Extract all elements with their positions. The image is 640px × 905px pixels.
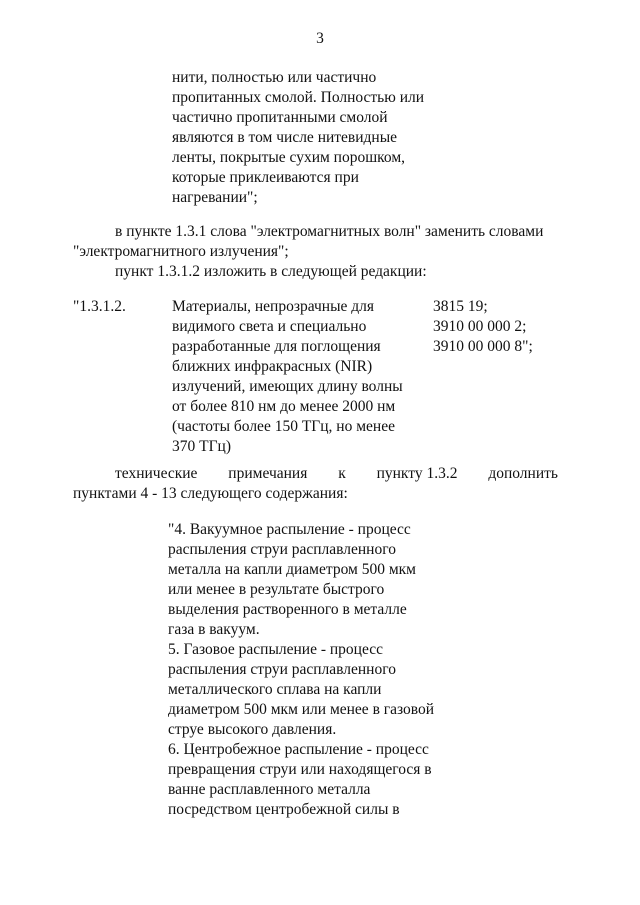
quote-line: пропитанных смолой. Полностью или bbox=[172, 89, 425, 106]
quote-line: 6. Центробежное распыление - процесс bbox=[168, 741, 429, 758]
entry-description-line: ближних инфракрасных (NIR) bbox=[172, 358, 373, 375]
entry-number: "1.3.1.2. bbox=[73, 298, 126, 315]
quote-line: нагревании"; bbox=[172, 189, 258, 206]
paragraph-3-line-2: пунктами 4 - 13 следующего содержания: bbox=[73, 485, 348, 502]
entry-code: 3910 00 000 2; bbox=[433, 318, 527, 335]
entry-description-line: разработанные для поглощения bbox=[172, 338, 381, 355]
quote-line: являются в том числе нитевидные bbox=[172, 129, 398, 146]
paragraph-1-line-2: "электромагнитного излучения"; bbox=[73, 243, 289, 260]
paragraph-3-word: к bbox=[338, 465, 346, 482]
quote-line: металла на капли диаметром 500 мкм bbox=[168, 561, 416, 578]
paragraph-3-line-1 bbox=[115, 464, 558, 483]
quote-line: диаметром 500 мкм или менее в газовой bbox=[168, 701, 435, 718]
entry-code: 3815 19; bbox=[433, 298, 488, 315]
entry-description-line: излучений, имеющих длину волны bbox=[172, 378, 403, 395]
quote-line: металлического сплава на капли bbox=[168, 681, 382, 698]
entry-description-line: Материалы, непрозрачные для bbox=[172, 298, 374, 315]
paragraph-3-word: примечания bbox=[228, 465, 308, 482]
entry-description-line: 370 ТГц) bbox=[172, 438, 232, 455]
quote-line: газа в вакуум. bbox=[168, 621, 260, 638]
quote-line: распыления струи расплавленного bbox=[168, 541, 396, 558]
paragraph-3-word: технические bbox=[115, 465, 198, 482]
quote-line: выделения растворенного в металле bbox=[168, 601, 407, 618]
entry-description-line: (частоты более 150 ТГц, но менее bbox=[172, 418, 395, 435]
quote-line: частично пропитанными смолой bbox=[172, 109, 388, 126]
quote-line: 5. Газовое распыление - процесс bbox=[168, 641, 383, 658]
quote-line: струе высокого давления. bbox=[168, 721, 337, 738]
paragraph-2: пункт 1.3.1.2 изложить в следующей редакции: bbox=[115, 263, 427, 280]
paragraph-1-line-1: в пункте 1.3.1 слова "электромагнитных волн" заменить словами bbox=[115, 223, 544, 240]
quote-line: или менее в результате быстрого bbox=[168, 581, 385, 598]
paragraph-3-word: дополнить bbox=[488, 465, 558, 482]
entry-code: 3910 00 000 8"; bbox=[433, 338, 533, 355]
entry-description-line: от более 810 нм до менее 2000 нм bbox=[172, 398, 396, 415]
quote-line: превращения струи или находящегося в bbox=[168, 761, 432, 778]
quote-line: распыления струи расплавленного bbox=[168, 661, 396, 678]
quote-line: которые приклеиваются при bbox=[172, 169, 359, 186]
quote-line: нити, полностью или частично bbox=[172, 69, 377, 86]
quote-line: "4. Вакуумное распыление - процесс bbox=[168, 521, 411, 538]
paragraph-3-word: пункту 1.3.2 bbox=[376, 465, 458, 482]
quote-line: посредством центробежной силы в bbox=[168, 801, 400, 818]
quote-line: ванне расплавленного металла bbox=[168, 781, 371, 798]
page-number: 3 bbox=[316, 30, 324, 47]
entry-description-line: видимого света и специально bbox=[172, 318, 367, 335]
quote-line: ленты, покрытые сухим порошком, bbox=[172, 149, 406, 166]
